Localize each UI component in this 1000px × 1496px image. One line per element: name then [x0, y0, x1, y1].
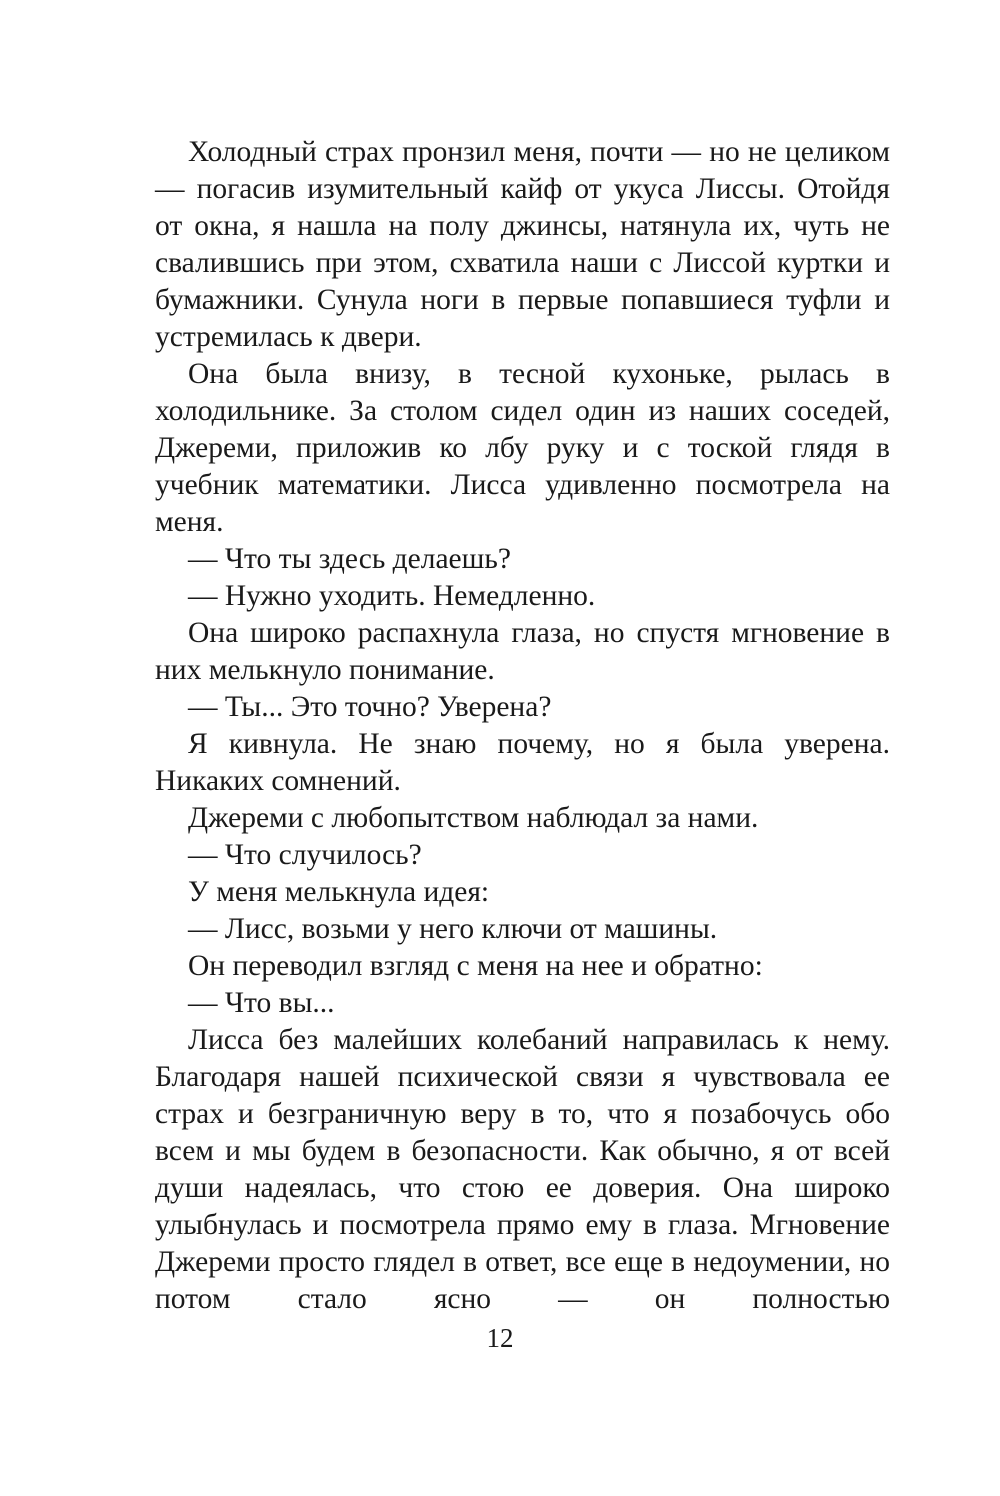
dialogue-line: — Что ты здесь делаешь?	[188, 543, 511, 575]
dialogue-line: — Что вы...	[188, 987, 335, 1019]
dialogue-line: — Нужно уходить. Немедленно.	[188, 580, 596, 612]
dialogue-line: — Лисс, возьми у него ключи от машины.	[188, 913, 718, 945]
paragraph: Я кивнула. Не знаю почему, но я была уверена. Никаких сомнений.	[155, 728, 890, 797]
paragraph: Она была внизу, в тесной кухоньке, рылась в холодильнике. За столом сидел один из наших соседей, Джереми, приложив ко лбу руку и с тоской глядя в учебник математики. Лисса удивленно посмотрела на меня.	[155, 358, 890, 538]
paragraph: Он переводил взгляд с меня на нее и обратно:	[188, 950, 763, 982]
body-text	[155, 134, 890, 1318]
paragraph: У меня мелькнула идея:	[188, 876, 490, 908]
page-number: 12	[486, 1323, 514, 1353]
paragraph: Она широко распахнула глаза, но спустя мгновение в них мелькнуло понимание.	[155, 617, 890, 686]
dialogue-line: — Ты... Это точно? Уверена?	[188, 691, 552, 723]
paragraph: Джереми с любопытством наблюдал за нами.	[188, 802, 759, 834]
paragraph: Холодный страх пронзил меня, почти — но не целиком — погасив изумительный кайф от укуса Лиссы. Отойдя от окна, я нашла на полу джинсы, натянула их, чуть не свалившись при этом, схватила наши с Лиссой куртки и бумажники. Сунула ноги в первые попавшиеся туфли и устремилась к двери.	[155, 136, 890, 353]
dialogue-line: — Что случилось?	[188, 839, 422, 871]
paragraph: Лисса без малейших колебаний направилась к нему. Благодаря нашей психической связи я чувствовала ее страх и безграничную веру в то, что я позабочусь обо всем и мы будем в безопасности. Как обычно, я от всей души надеялась, что стою ее доверия. Она широко улыбнулась и посмотрела прямо ему в глаза. Мгновение Джереми просто глядел в ответ, все еще в недоумении, но потом стало ясно — он полностью	[155, 1024, 890, 1315]
